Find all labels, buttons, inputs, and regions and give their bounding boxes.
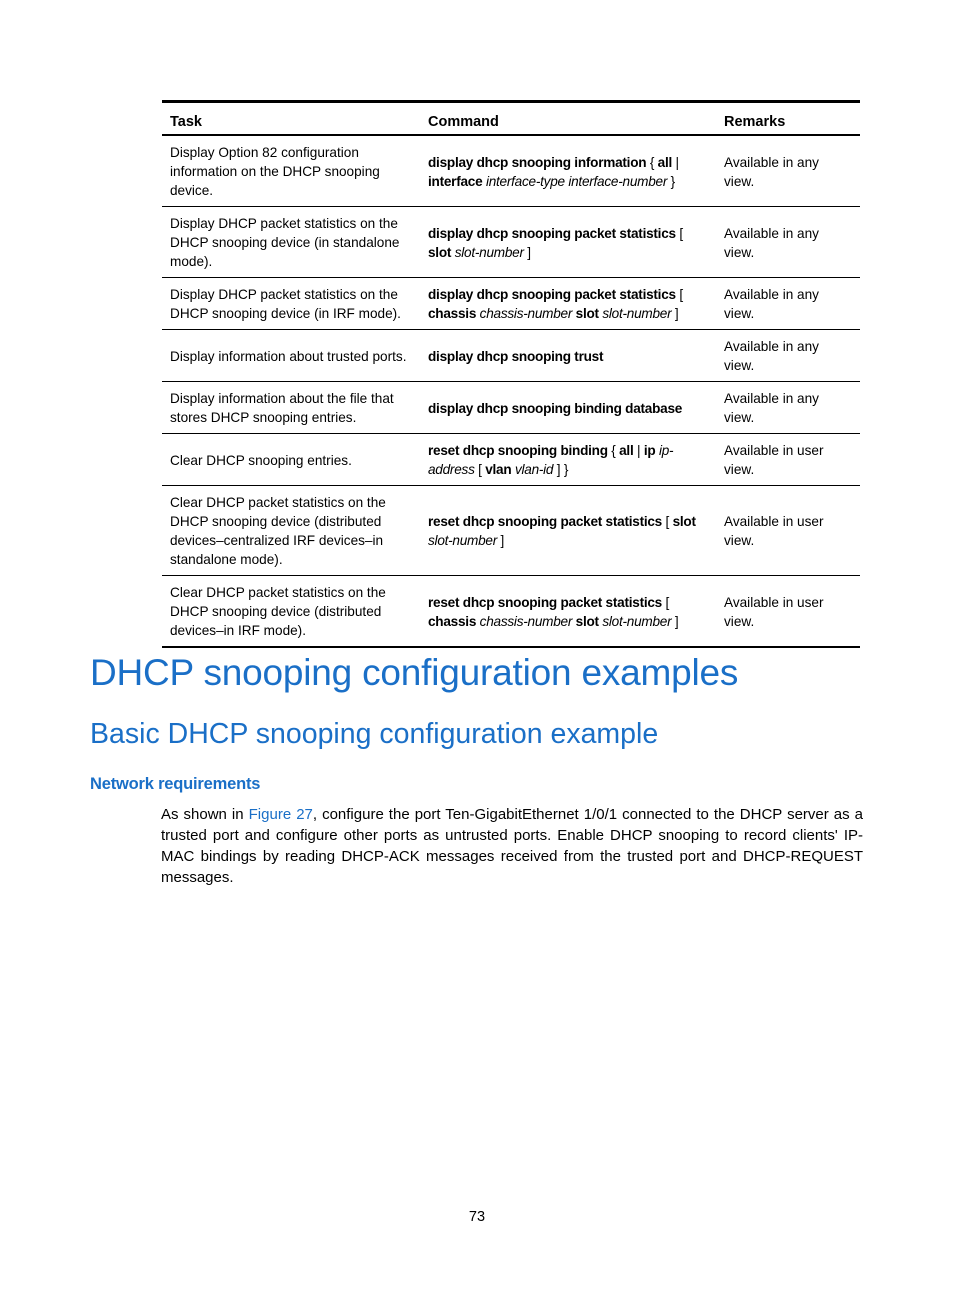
command-keyword: ip	[643, 443, 656, 458]
table-body	[162, 135, 860, 647]
requirements-paragraph	[161, 804, 863, 888]
command-keyword: display dhcp snooping binding database	[428, 400, 683, 416]
remarks-cell: Available in any view.	[716, 330, 860, 382]
command-keyword: display dhcp snooping packet statistics	[428, 287, 676, 302]
table-row	[162, 278, 860, 330]
command-keyword: reset dhcp snooping binding	[428, 443, 608, 458]
command-cell	[420, 278, 716, 330]
command-cell	[420, 486, 716, 576]
remarks-cell: Available in user view.	[724, 594, 824, 629]
command-syntax: [	[675, 225, 683, 241]
header-remarks: Remarks	[716, 102, 860, 136]
table-row	[162, 382, 860, 434]
remarks-cell: Available in any view.	[716, 278, 860, 330]
subsection-title: Basic DHCP snooping configuration example	[90, 718, 659, 750]
command-keyword: display dhcp snooping information	[428, 154, 647, 170]
command-keyword: slot	[428, 244, 452, 260]
header-command: Command	[420, 102, 716, 136]
command-syntax: [	[474, 462, 486, 477]
command-keyword: vlan	[485, 462, 512, 477]
command-argument: interface-type interface-number	[485, 173, 668, 189]
table-header-row	[162, 102, 860, 136]
table-row	[162, 135, 860, 207]
command-cell	[420, 135, 716, 207]
table-row	[162, 576, 860, 648]
paragraph-text-after-link: , configure the port Ten-GigabitEthernet 1/0/1 connected to the DHCP server as a trusted port and configure other ports as untrusted ports. Enable DHCP snooping to record clients' IP-MAC bindings by reading DHCP-ACK messages received from the trusted port and DHCP-REQUEST messages.	[161, 806, 863, 886]
command-syntax: |	[672, 154, 679, 170]
task-cell: Display information about trusted ports.	[162, 330, 420, 382]
paragraph-text-before-link: As shown in	[161, 806, 249, 823]
command-syntax: |	[633, 443, 644, 458]
command-keyword: all	[657, 154, 673, 170]
command-syntax: ] }	[553, 462, 569, 477]
command-syntax: ]	[497, 533, 505, 548]
command-keyword: all	[619, 443, 634, 458]
task-cell: Display Option 82 configuration information on the DHCP snooping device.	[162, 135, 420, 207]
command-syntax: {	[607, 443, 620, 458]
remarks-cell: Available in any view.	[716, 382, 860, 434]
command-keyword: slot	[672, 514, 696, 529]
task-cell: Display information about the file that stores DHCP snooping entries.	[162, 382, 420, 434]
figure-link[interactable]: Figure 27	[248, 806, 313, 823]
command-keyword: display dhcp snooping trust	[428, 348, 604, 364]
command-cell	[420, 576, 716, 648]
command-syntax: [	[662, 594, 670, 610]
remarks-cell: Available in user view.	[716, 486, 860, 576]
command-argument: slot-number	[428, 533, 498, 548]
table-row	[162, 330, 860, 382]
table-row	[162, 486, 860, 576]
task-cell: Clear DHCP packet statistics on the DHCP snooping device (distributed devices–in IRF mode).	[170, 585, 386, 638]
command-argument: chassis-number	[479, 613, 573, 629]
command-argument: ip-address	[428, 443, 674, 477]
command-argument: slot-number	[602, 613, 672, 629]
task-cell: Clear DHCP packet statistics on the DHCP snooping device (distributed devices–centralized IRF devices–in standalone mode).	[162, 486, 420, 576]
task-cell: Clear DHCP snooping entries.	[162, 434, 420, 486]
command-argument: slot-number	[454, 244, 524, 260]
command-cell	[420, 207, 716, 278]
command-keyword: interface	[428, 173, 483, 189]
command-argument: vlan-id	[514, 462, 554, 477]
command-keyword: chassis	[428, 613, 477, 629]
command-keyword: display dhcp snooping packet statistics	[428, 225, 676, 241]
command-cell	[420, 434, 716, 486]
network-requirements-heading: Network requirements	[90, 775, 261, 793]
command-syntax: ]	[671, 306, 679, 321]
task-cell: Display DHCP packet statistics on the DHCP snooping device (in IRF mode).	[162, 278, 420, 330]
remarks-cell: Available in user view.	[716, 434, 860, 486]
command-argument: chassis-number	[479, 306, 573, 321]
command-syntax: [	[662, 514, 673, 529]
command-keyword: slot	[575, 613, 599, 629]
command-syntax: ]	[523, 244, 531, 260]
remarks-cell: Available in any view.	[716, 207, 860, 278]
command-reference-table	[162, 100, 860, 648]
command-syntax: ]	[671, 613, 679, 629]
command-keyword: chassis	[428, 306, 477, 321]
command-keyword: slot	[575, 306, 599, 321]
remarks-cell: Available in any view.	[716, 135, 860, 207]
command-keyword: reset dhcp snooping packet statistics	[428, 514, 662, 529]
command-syntax: [	[675, 287, 683, 302]
section-title: DHCP snooping configuration examples	[90, 652, 739, 693]
command-argument: slot-number	[602, 306, 672, 321]
command-syntax: }	[667, 173, 675, 189]
header-task: Task	[162, 102, 420, 136]
command-syntax: {	[646, 154, 658, 170]
page-number: 73	[468, 1209, 486, 1225]
table-row	[162, 434, 860, 486]
command-cell	[420, 330, 716, 382]
command-keyword: reset dhcp snooping packet statistics	[428, 594, 662, 610]
table-row	[162, 207, 860, 278]
command-cell	[420, 382, 716, 434]
task-cell: Display DHCP packet statistics on the DHCP snooping device (in standalone mode).	[162, 207, 420, 278]
